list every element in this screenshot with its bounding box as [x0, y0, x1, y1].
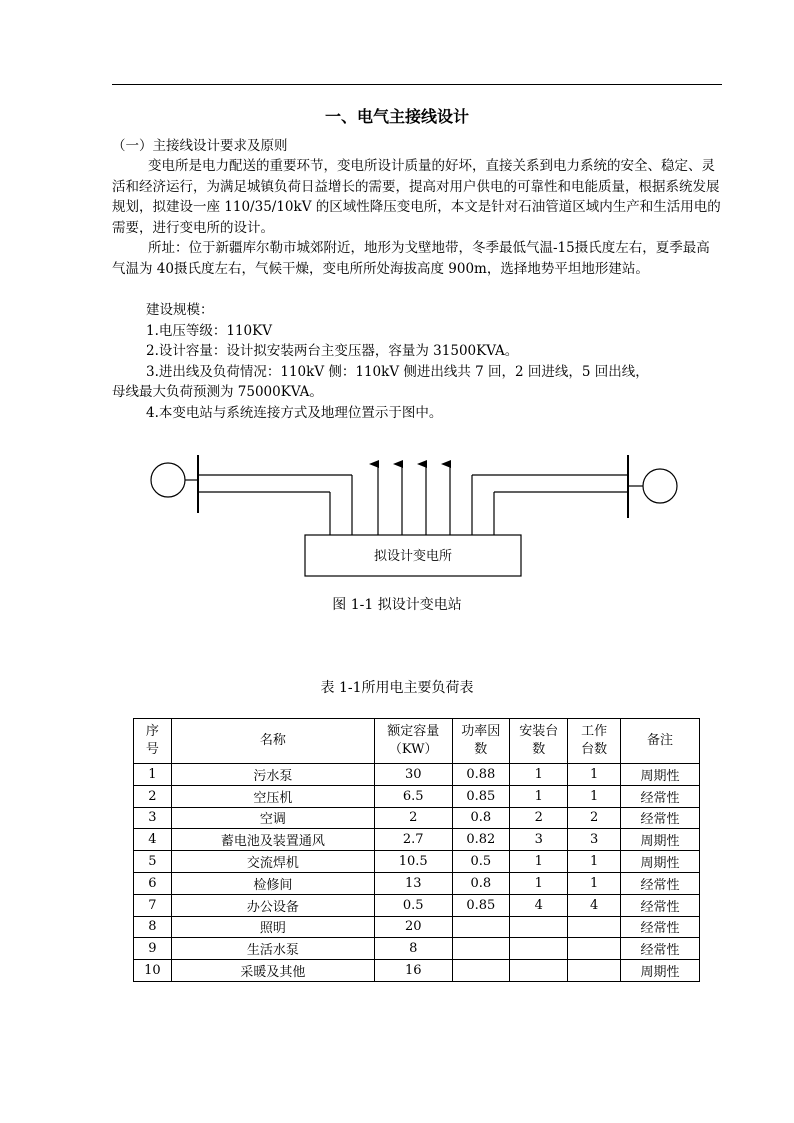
- table-header-row: [134, 719, 700, 764]
- cell-index: 8: [134, 916, 172, 938]
- cell-power-factor: 0.82: [452, 829, 510, 851]
- cell-working-units: 3: [568, 829, 620, 851]
- cell-name: 照明: [171, 916, 374, 938]
- table-row: [134, 851, 700, 873]
- cell-power-factor: 0.8: [452, 872, 510, 894]
- cell-rated-capacity: 2.7: [374, 829, 452, 851]
- cell-installed-units: 1: [510, 785, 568, 807]
- cell-name: 交流焊机: [171, 851, 374, 873]
- table-caption: 表 1-1所用电主要负荷表: [320, 680, 474, 696]
- cell-installed-units: [510, 960, 568, 982]
- header-power-factor: 功率因 数: [452, 719, 510, 764]
- table-row: [134, 764, 700, 786]
- cell-index: 5: [134, 851, 172, 873]
- cell-remarks: 经常性: [620, 872, 699, 894]
- table-row: [134, 807, 700, 829]
- cell-working-units: 1: [568, 851, 620, 873]
- cell-power-factor: 0.5: [452, 851, 510, 873]
- cell-index: 4: [134, 829, 172, 851]
- cell-remarks: 周期性: [620, 851, 699, 873]
- construction-scale: [112, 300, 756, 423]
- subsection-heading: （一）主接线设计要求及原则: [112, 138, 288, 154]
- cell-installed-units: 4: [510, 894, 568, 916]
- cell-working-units: 1: [568, 764, 620, 786]
- cell-index: 7: [134, 894, 172, 916]
- header-rule: [112, 84, 722, 85]
- scale-item-1: 1.电压等级：110KV: [146, 322, 272, 339]
- table-row: [134, 894, 700, 916]
- cell-installed-units: 1: [510, 764, 568, 786]
- cell-rated-capacity: 20: [374, 916, 452, 938]
- scale-item-3: 3.进出线及负荷情况：110kV 侧：110kV 侧进出线共 7 回，2 回进线，5 回出线，: [146, 363, 649, 380]
- cell-rated-capacity: 8: [374, 938, 452, 960]
- cell-power-factor: [452, 960, 510, 982]
- left-source-circle: [151, 463, 185, 497]
- cell-power-factor: 0.85: [452, 894, 510, 916]
- cell-remarks: 经常性: [620, 938, 699, 960]
- cell-rated-capacity: 13: [374, 872, 452, 894]
- cell-installed-units: [510, 938, 568, 960]
- table-row: [134, 872, 700, 894]
- substation-box-label: 拟设计变电所: [373, 549, 453, 564]
- scale-item-3-continued: 母线最大负荷预测为 75000KVA。: [112, 384, 323, 400]
- table-row: [134, 785, 700, 807]
- cell-remarks: 经常性: [620, 916, 699, 938]
- cell-installed-units: 2: [510, 807, 568, 829]
- paragraph-site: 所址：位于新疆库尔勒市城郊附近，地形为戈壁地带，冬季最低气温-15摄氏度左右，夏季最高气温为 40摄氏度左右，气候干燥，变电所所处海拔高度 900m，选择地势平坦地形建站。: [112, 240, 710, 277]
- paragraph-intro: 变电所是电力配送的重要环节，变电所设计质量的好坏，直接关系到电力系统的安全、稳定、灵活和经济运行，为满足城镇负荷日益增长的需要，提高对用户供电的可靠性和电能质量，根据系统发展规划，拟建设一座 110/35/10kV 的区域性降压变电所，本文是针对石油管道区域内生产和生活用电的需要，进行变电所的设计。: [112, 158, 721, 236]
- cell-index: 10: [134, 960, 172, 982]
- cell-installed-units: [510, 916, 568, 938]
- section-title: 一、电气主接线设计: [324, 107, 469, 126]
- table-row: [134, 916, 700, 938]
- header-remarks: 备注: [620, 719, 699, 764]
- header-installed-units: 安装台 数: [510, 719, 568, 764]
- cell-working-units: [568, 916, 620, 938]
- cell-rated-capacity: 10.5: [374, 851, 452, 873]
- cell-rated-capacity: 6.5: [374, 785, 452, 807]
- cell-index: 3: [134, 807, 172, 829]
- cell-rated-capacity: 0.5: [374, 894, 452, 916]
- cell-name: 空压机: [171, 785, 374, 807]
- cell-name: 蓄电池及装置通风: [171, 829, 374, 851]
- cell-working-units: [568, 938, 620, 960]
- cell-power-factor: 0.85: [452, 785, 510, 807]
- cell-remarks: 周期性: [620, 764, 699, 786]
- table-row: [134, 938, 700, 960]
- cell-index: 6: [134, 872, 172, 894]
- cell-rated-capacity: 16: [374, 960, 452, 982]
- header-rated-capacity: 额定容量 （KW）: [374, 719, 452, 764]
- cell-remarks: 周期性: [620, 829, 699, 851]
- header-working-units: 工作 台数: [568, 719, 620, 764]
- substation-box: [305, 535, 521, 576]
- header-name: 名称: [171, 719, 374, 764]
- cell-remarks: 周期性: [620, 960, 699, 982]
- cell-name: 生活水泵: [171, 938, 374, 960]
- cell-rated-capacity: 30: [374, 764, 452, 786]
- scale-heading: 建设规模：: [146, 302, 214, 318]
- cell-installed-units: 1: [510, 872, 568, 894]
- cell-index: 1: [134, 764, 172, 786]
- cell-name: 空调: [171, 807, 374, 829]
- cell-name: 检修间: [171, 872, 374, 894]
- cell-working-units: 4: [568, 894, 620, 916]
- cell-index: 9: [134, 938, 172, 960]
- cell-installed-units: 3: [510, 829, 568, 851]
- right-source-circle: [643, 469, 677, 503]
- cell-working-units: 1: [568, 872, 620, 894]
- cell-name: 办公设备: [171, 894, 374, 916]
- cell-power-factor: [452, 916, 510, 938]
- cell-installed-units: 1: [510, 851, 568, 873]
- cell-rated-capacity: 2: [374, 807, 452, 829]
- scale-item-4: 4.本变电站与系统连接方式及地理位置示于图中。: [146, 404, 443, 421]
- cell-remarks: 经常性: [620, 894, 699, 916]
- table-row: [134, 829, 700, 851]
- cell-power-factor: 0.88: [452, 764, 510, 786]
- cell-name: 污水泵: [171, 764, 374, 786]
- cell-remarks: 经常性: [620, 785, 699, 807]
- cell-working-units: 2: [568, 807, 620, 829]
- cell-index: 2: [134, 785, 172, 807]
- cell-power-factor: 0.8: [452, 807, 510, 829]
- cell-remarks: 经常性: [620, 807, 699, 829]
- cell-working-units: [568, 960, 620, 982]
- cell-power-factor: [452, 938, 510, 960]
- figure-caption: 图 1-1 拟设计变电站: [332, 597, 462, 613]
- cell-working-units: 1: [568, 785, 620, 807]
- load-table: [133, 718, 700, 982]
- header-index: 序 号: [134, 719, 172, 764]
- scale-item-2: 2.设计容量：设计拟安装两台主变压器，容量为 31500KVA。: [146, 343, 519, 359]
- table-row: [134, 960, 700, 982]
- cell-name: 采暖及其他: [171, 960, 374, 982]
